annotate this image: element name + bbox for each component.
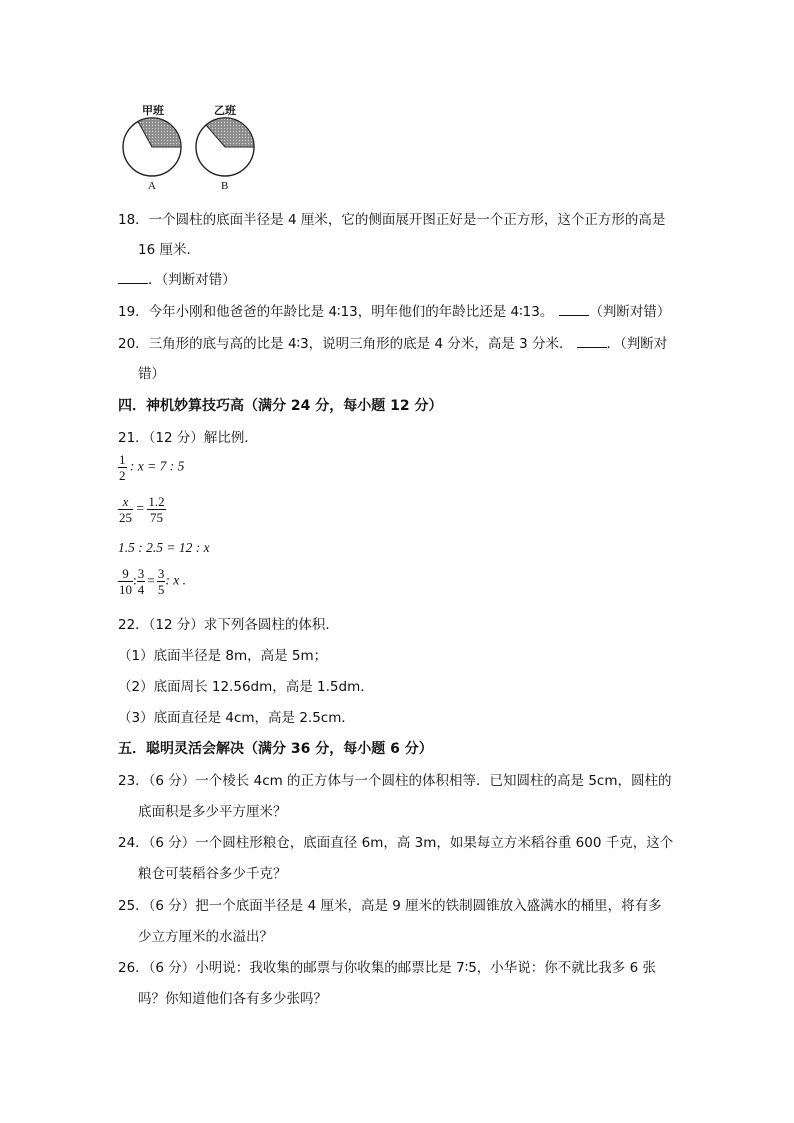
pie-figure-svg: [118, 100, 268, 195]
question-24-line1: 24．（6 分）一个圆柱形粮仓，底面直径 6m，高 3m，如果每立方米稻谷重 600 千克，这个: [118, 835, 674, 851]
fraction: $\frac{1.2}{75}$: [148, 494, 165, 525]
question-26-line1: 26．（6 分）小明说：我收集的邮票与你收集的邮票比是 7∶5，小华说：你不就比我多 6 张: [118, 960, 656, 976]
question-23-line2: 底面积是多少平方厘米？: [138, 804, 287, 820]
pie-b-caption: B: [221, 180, 229, 192]
equation-1-rest: : x = 7 : 5: [129, 458, 185, 474]
fraction: $\frac{1}{2}$: [119, 452, 126, 483]
question-22-title: 22．（12 分）求下列各圆柱的体积．: [118, 617, 339, 633]
question-19: [118, 300, 670, 320]
equation-4-rest: : x .: [165, 572, 187, 588]
answer-blank[interactable]: [118, 271, 148, 284]
question-18-judge: ．（判断对错）: [148, 272, 236, 288]
equation-3-text: 1.5 : 2.5 = 12 : x: [118, 540, 210, 555]
equals-sign: =: [136, 500, 144, 516]
question-25-line2: 少立方厘米的水溢出？: [138, 929, 273, 945]
pie-figure: [118, 100, 268, 195]
question-25-line1: 25．（6 分）把一个底面半径是 4 厘米，高是 9 厘米的铁制圆锥放入盛满水的桶里，将有多: [118, 898, 662, 914]
question-18-answer: [118, 268, 236, 288]
answer-blank[interactable]: [559, 303, 589, 316]
section-5-title: 五．聪明灵活会解决（满分 36 分，每小题 6 分）: [118, 741, 433, 757]
question-20-judge: ．（判断对: [606, 336, 668, 352]
question-19-judge: （判断对错）: [589, 304, 671, 320]
answer-blank[interactable]: [577, 335, 607, 348]
equation-1: [118, 452, 184, 483]
question-18-line1: 18．一个圆柱的底面半径是 4 厘米，它的侧面展开图正好是一个正方形，这个正方形的高是: [118, 212, 666, 228]
question-21-title: 21．（12 分）解比例．: [118, 430, 258, 446]
question-20-text: 20．三角形的底与高的比是 4∶3，说明三角形的底是 4 分米，高是 3 分米．: [118, 336, 573, 352]
fraction: $\frac{9}{10}$: [119, 566, 132, 597]
question-22-item-2: （2）底面周长 12.56dm，高是 1.5dm．: [118, 679, 374, 695]
fraction: $\frac{x}{25}$: [119, 494, 132, 525]
question-20-line1: [118, 332, 667, 352]
equation-4: [118, 566, 186, 597]
equation-3: [118, 540, 210, 556]
equation-2: [118, 494, 166, 525]
section-4-title: 四．神机妙算技巧高（满分 24 分，每小题 12 分）: [118, 398, 443, 414]
question-22-item-1: （1）底面半径是 8m，高是 5m；: [118, 648, 328, 664]
pie-b-label: 乙班: [214, 104, 236, 117]
fraction: $\frac{3}{4}$: [137, 566, 145, 597]
question-19-text: 19．今年小刚和他爸爸的年龄比是 4∶13，明年他们的年龄比还是 4∶13。: [118, 304, 554, 320]
question-18-line2: 16 厘米．: [138, 242, 200, 258]
question-23-line1: 23．（6 分）一个棱长 4cm 的正方体与一个圆柱的体积相等．已知圆柱的高是 5cm，圆柱的: [118, 773, 672, 789]
pie-a-caption: A: [148, 180, 156, 192]
equals-sign: =: [147, 572, 155, 588]
question-26-line2: 吗？你知道他们各有多少张吗？: [138, 991, 327, 1007]
question-22-item-3: （3）底面直径是 4cm，高是 2.5cm．: [118, 710, 355, 726]
question-20-line2: 错）: [138, 366, 165, 382]
colon: :: [133, 572, 137, 588]
fraction: $\frac{3}{5}$: [157, 566, 165, 597]
pie-a-label: 甲班: [142, 104, 164, 117]
question-24-line2: 粮仓可装稻谷多少千克？: [138, 866, 287, 882]
